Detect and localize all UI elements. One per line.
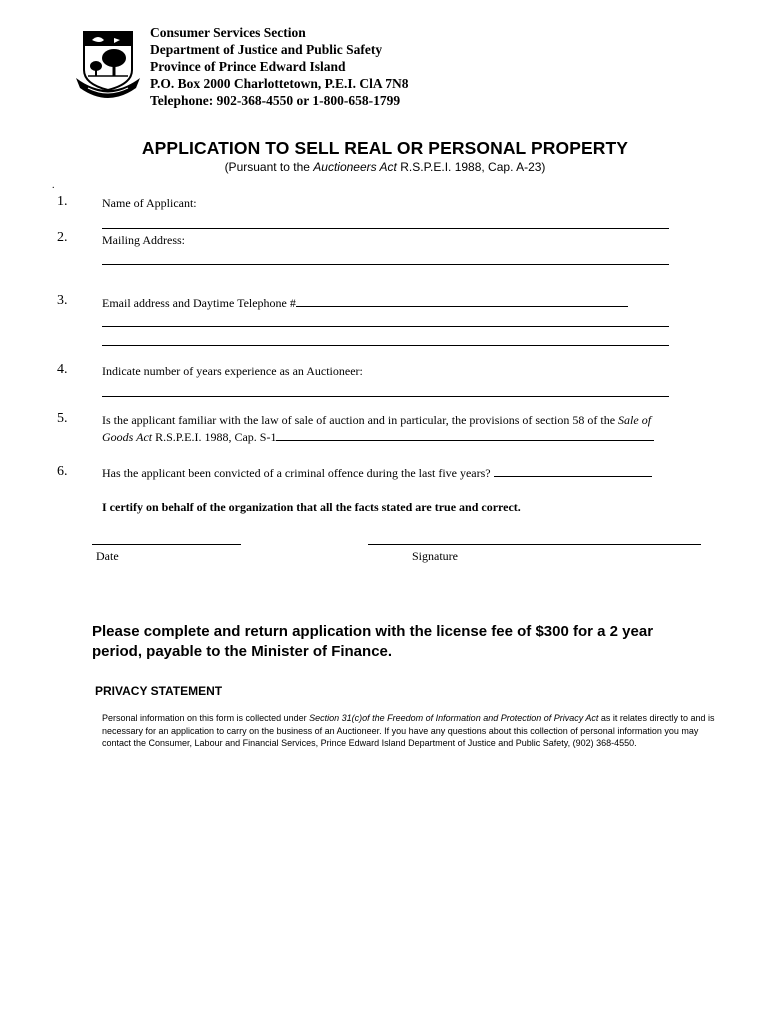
question-6-label: Has the applicant been convicted of a criminal offence during the last five years? [102,466,494,480]
question-2-answer-line[interactable] [102,264,669,265]
question-2-label: Mailing Address: [102,233,185,247]
question-3-answer-line-1[interactable] [102,326,669,327]
question-6-number: 6. [57,464,68,479]
question-5-citation: R.S.P.E.I. 1988, Cap. S-1 [152,430,277,444]
question-5-act-part-1: Sale of [618,413,652,427]
form-title: APPLICATION TO SELL REAL OR PERSONAL PROPERTY [141,138,629,158]
privacy-statement [102,712,720,750]
header-department: Department of Justice and Public Safety [150,42,383,57]
question-5-label [102,412,692,446]
signature-label: Signature [412,549,458,563]
privacy-text-pre: Personal information on this form is collected under [102,713,310,723]
date-line[interactable] [92,544,241,545]
question-1-answer-line[interactable] [102,228,669,229]
question-1-label: Name of Applicant: [102,196,197,210]
privacy-heading: PRIVACY STATEMENT [95,684,223,698]
header-section-name: Consumer Services Section [150,25,306,40]
stray-mark: . [52,180,55,191]
privacy-section-reference: Section 31(c)of the Freedom of Information and Protection of Privacy Act [309,713,599,723]
question-3-number: 3. [57,293,68,308]
question-2-number: 2. [57,230,68,245]
fee-notice: Please complete and return application with the license fee of $300 for a 2 year period, payable to the Minister of Finance. [92,623,654,660]
question-3-label: Email address and Daytime Telephone # [102,296,296,310]
question-3-row [102,295,628,312]
question-1-number: 1. [57,194,68,209]
question-4-number: 4. [57,362,68,377]
question-3-inline-blank[interactable] [296,295,628,307]
question-3-answer-line-2[interactable] [102,345,669,346]
header-province: Province of Prince Edward Island [150,59,346,74]
header-telephone: Telephone: 902-368-4550 or 1-800-658-1799 [150,93,401,108]
question-5-number: 5. [57,411,68,426]
date-label: Date [96,549,119,563]
header-address: P.O. Box 2000 Charlottetown, P.E.I. ClA 7N8 [150,76,409,91]
signature-line[interactable] [368,544,701,545]
question-5-text: Is the applicant familiar with the law of sale of auction and in particular, the provisions of section 58 of the [102,413,619,427]
subtitle-act: Auctioneers Act [313,160,397,174]
provincial-crest-logo [74,18,142,100]
subtitle-suffix: R.S.P.E.I. 1988, Cap. A-23) [396,160,546,174]
question-4-label: Indicate number of years experience as an Auctioneer: [102,364,363,378]
subtitle-prefix: (Pursuant to the [224,160,314,174]
form-subtitle [0,160,770,174]
certification-statement: I certify on behalf of the organization that all the facts stated are true and correct. [102,500,521,514]
privacy-text-post: as it relates directly to and is necessary for an application to carry on the business of an Auctioneer. If you have any questions about this collection of personal information you may contact the Consumer, Labour and Financial Services, Prince Edward Island Department of Justice and Public Safety, (902) 368-4550. [102,713,715,748]
question-5-act-part-2: Goods Act [102,430,153,444]
question-6-row [102,465,652,482]
question-4-answer-line[interactable] [102,396,669,397]
question-5-answer-blank[interactable] [276,429,654,441]
question-6-answer-blank[interactable] [494,465,652,477]
